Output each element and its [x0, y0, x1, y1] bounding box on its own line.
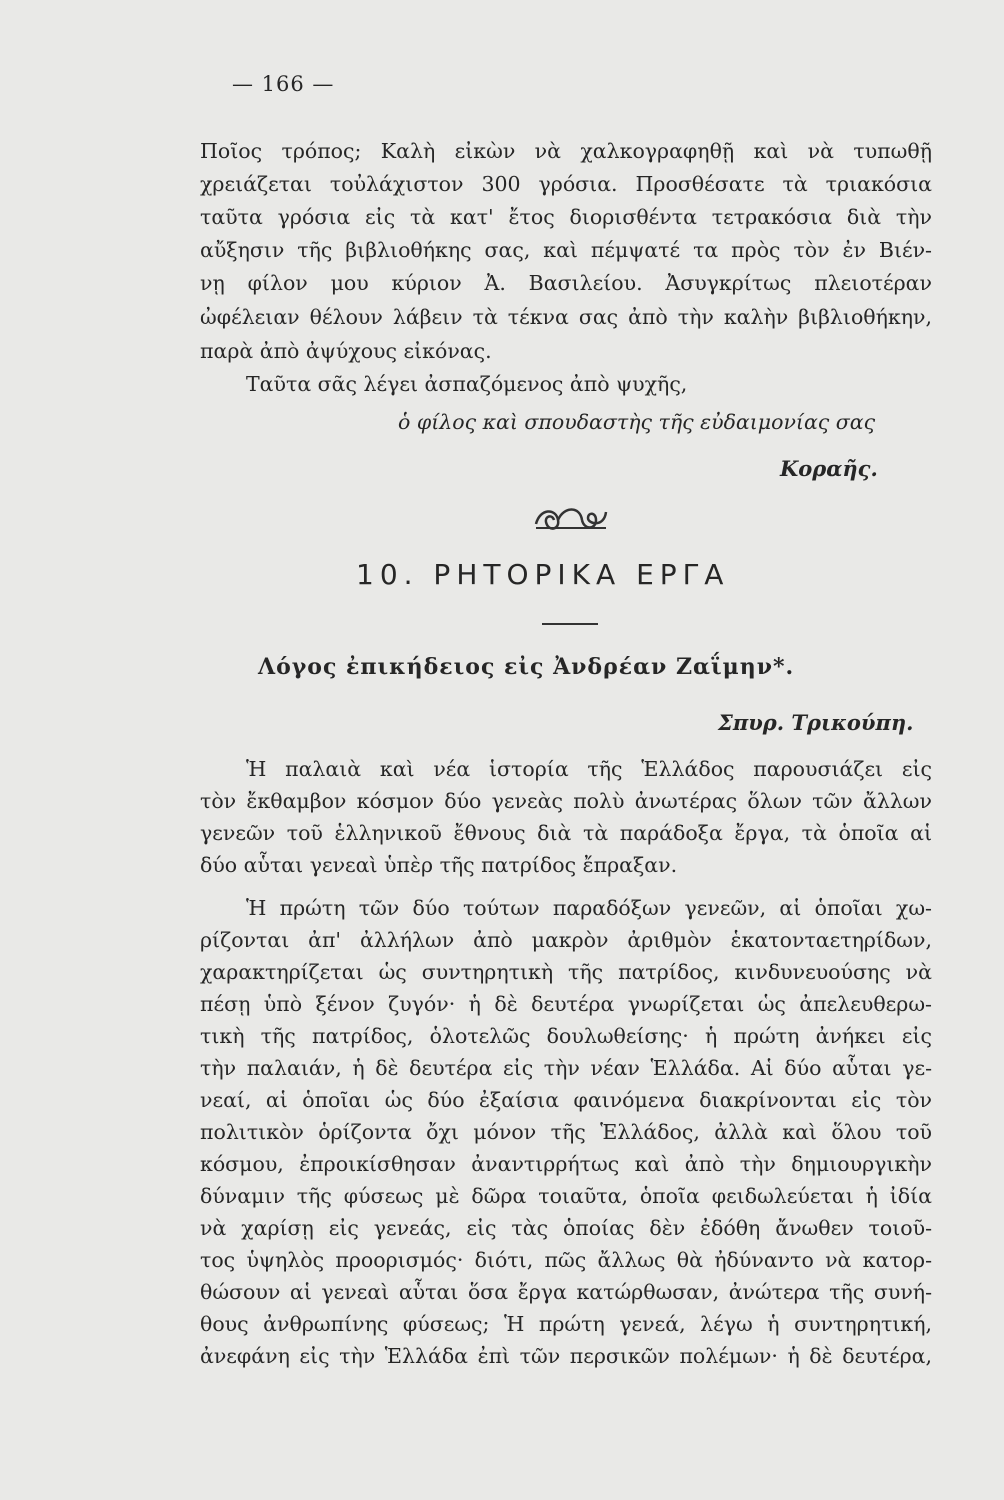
text-line: ὠφέλειαν θέλουν λάβειν τὰ τέκνα σας ἀπὸ τὴν καλὴν βιβλιοθήκην, — [200, 305, 932, 329]
signature-line: ὁ φίλος καὶ σπουδαστὴς τῆς εὐδαιμονίας σας — [398, 410, 876, 434]
text-line: χαρακτηρίζεται ὡς συντηρητικὴ τῆς πατρίδος, κινδυνευούσης νὰ — [200, 960, 932, 984]
divider — [542, 623, 598, 625]
text-line: αὔξησιν τῆς βιβλιοθήκης σας, καὶ πέμψατέ τα πρὸς τὸν ἐν Βιέν- — [200, 238, 932, 262]
text-line: νῃ φίλον μου κύριον Ἀ. Βασιλείου. Ἀσυγκρίτως πλειοτέραν — [200, 271, 932, 295]
text-line: χρειάζεται τοὐλάχιστον 300 γρόσια. Προσθέσατε τὰ τριακόσια — [200, 172, 932, 196]
text-line: ταῦτα γρόσια εἰς τὰ κατ' ἔτος διορισθέντα τετρακόσια διὰ τὴν — [200, 205, 932, 229]
section-heading: 10. ΡΗΤΟΡΙΚΑ ΕΡΓΑ — [356, 558, 730, 591]
text-line: παρὰ ἀπὸ ἀψύχους εἰκόνας. — [200, 339, 492, 363]
text-line: ρίζονται ἀπ' ἀλλήλων ἀπὸ μακρὸν ἀριθμὸν ἑκατονταετηρίδων, — [200, 928, 932, 952]
text-line: θους ἀνθρωπίνης φύσεως; Ἡ πρώτη γενεά, λέγω ἡ συντηρητική, — [200, 1312, 932, 1336]
text-line: τὴν παλαιάν, ἡ δὲ δευτέρα εἰς τὴν νέαν Ἑλλάδα. Αἱ δύο αὗται γε- — [200, 1056, 932, 1080]
text-line: γενεῶν τοῦ ἑλληνικοῦ ἔθνους διὰ τὰ παράδοξα ἔργα, τὰ ὁποῖα αἱ — [200, 821, 932, 845]
text-line: πολιτικὸν ὁρίζοντα ὄχι μόνον τῆς Ἑλλάδος, ἀλλὰ καὶ ὅλου τοῦ — [200, 1120, 932, 1144]
text-line: νὰ χαρίσῃ εἰς γενεάς, εἰς τὰς ὁποίας δὲν ἐδόθη ἄνωθεν τοιοῦ- — [200, 1216, 932, 1240]
signature-name: Κοραῆς. — [780, 456, 878, 481]
page-number: — 166 — — [232, 72, 335, 96]
closing-line: Ταῦτα σᾶς λέγει ἀσπαζόμενος ἀπὸ ψυχῆς, — [246, 372, 688, 396]
text-line: πέσῃ ὑπὸ ξένον ζυγόν· ἡ δὲ δευτέρα γνωρίζεται ὡς ἀπελευθερω- — [200, 992, 932, 1016]
text-line: τος ὑψηλὸς προορισμός· διότι, πῶς ἄλλως θὰ ἠδύναντο νὰ κατορ- — [200, 1248, 932, 1272]
text-line: κόσμου, ἐπροικίσθησαν ἀναντιρρήτως καὶ ἀπὸ τὴν δημιουργικὴν — [200, 1152, 932, 1176]
text-line: δύο αὗται γενεαὶ ὑπὲρ τῆς πατρίδος ἔπραξαν. — [200, 853, 678, 877]
text-line: δύναμιν τῆς φύσεως μὲ δῶρα τοιαῦτα, ὁποῖα φειδωλεύεται ἡ ἰδία — [200, 1184, 932, 1208]
speech-title: Λόγος ἐπικήδειος εἰς Ἀνδρέαν Ζαΐμην*. — [258, 654, 795, 680]
text-line: τικὴ τῆς πατρίδος, ὁλοτελῶς δουλωθείσης· ἡ πρώτη ἀνήκει εἰς — [200, 1024, 932, 1048]
text-line: Ποῖος τρόπος; Καλὴ εἰκὼν νὰ χαλκογραφηθῇ καὶ νὰ τυπωθῇ — [200, 139, 932, 163]
text-line: τὸν ἔκθαμβον κόσμον δύο γενεὰς πολὺ ἀνωτέρας ὅλων τῶν ἄλλων — [200, 789, 932, 813]
text-line: Ἡ παλαιὰ καὶ νέα ἱστορία τῆς Ἑλλάδος παρουσιάζει εἰς — [246, 757, 932, 781]
text-line: νεαί, αἱ ὁποῖαι ὡς δύο ἐξαίσια φαινόμενα διακρίνονται εἰς τὸν — [200, 1088, 932, 1112]
speech-author: Σπυρ. Τρικούπη. — [718, 710, 914, 735]
ornament-icon — [530, 498, 610, 538]
text-line: ἀνεφάνη εἰς τὴν Ἑλλάδα ἐπὶ τῶν περσικῶν πολέμων· ἡ δὲ δευτέρα, — [200, 1344, 932, 1368]
text-line: Ἡ πρώτη τῶν δύο τούτων παραδόξων γενεῶν, αἱ ὁποῖαι χω- — [246, 896, 932, 920]
text-line: θώσουν αἱ γενεαὶ αὗται ὅσα ἔργα κατώρθωσαν, ἀνώτερα τῆς συνή- — [200, 1280, 932, 1304]
